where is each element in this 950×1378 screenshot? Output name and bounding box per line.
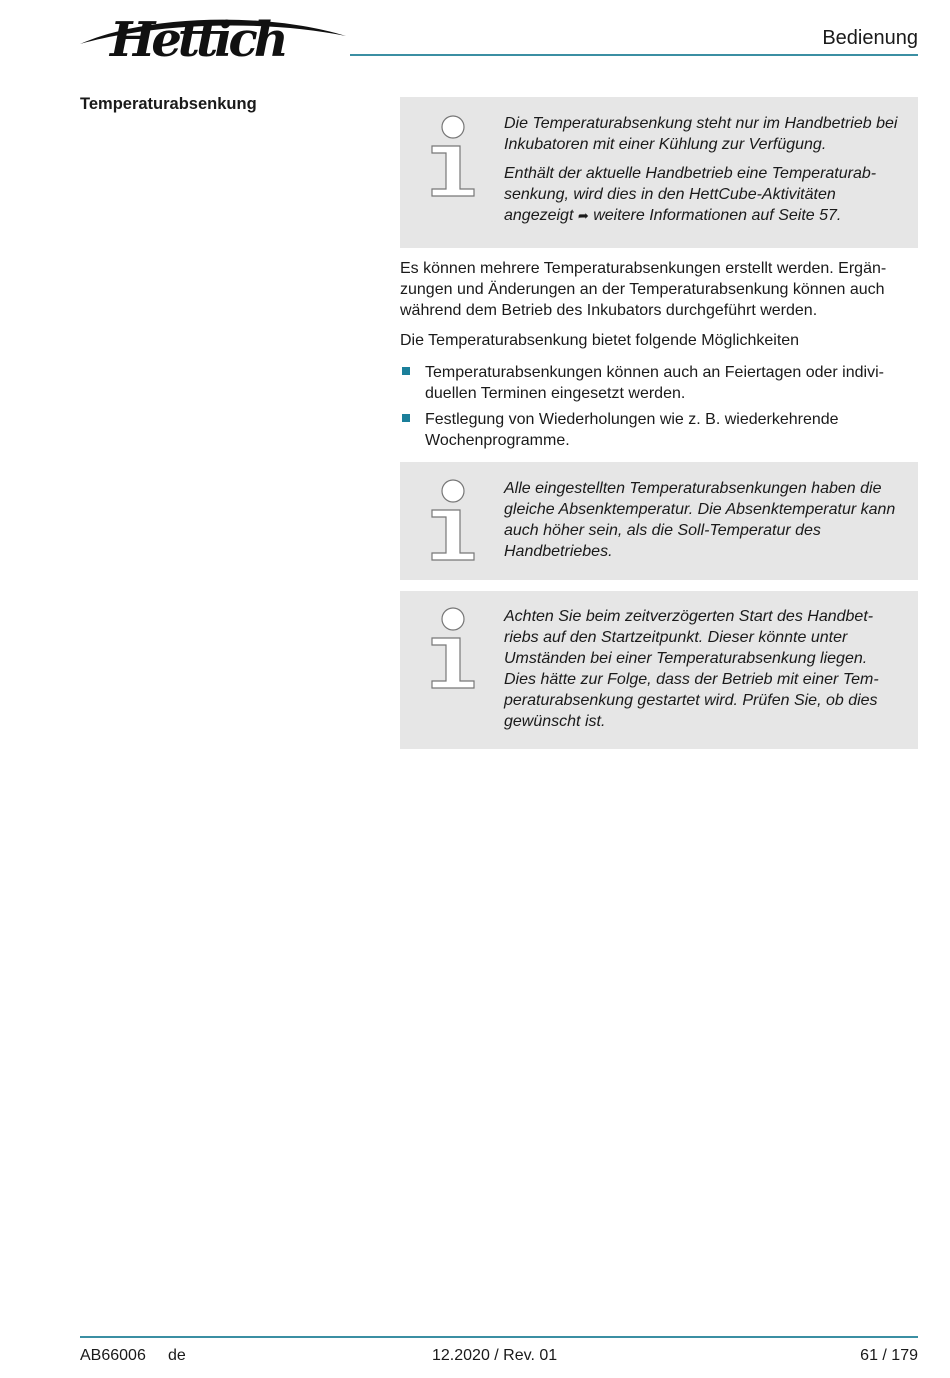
- info-text: Achten Sie beim zeitverzögerten Start des Handbet-riebs auf den Startzeitpunkt. Dieser könnte unter Umständen bei einer Temperaturabsenkung liegen. Dies hätte zur Folge, dass der Betrieb mit einer Tem-peraturabsenkung gestartet wird. Prüfen Sie, ob dies gewünscht ist.: [504, 608, 879, 730]
- info-icon: [428, 607, 478, 696]
- info-box: [400, 462, 918, 580]
- page-reference-link[interactable]: weitere Informationen auf Seite 57.: [593, 207, 842, 224]
- section-heading: Temperaturabsenkung: [80, 95, 257, 113]
- info-box: [400, 591, 918, 749]
- info-text: Enthält der aktuelle Handbetrieb eine Temperaturab-senkung, wird dies in den HettCube-Aktivitäten angezeigt: [504, 165, 877, 224]
- bullet-square-icon: [402, 414, 410, 422]
- info-text: Die Temperaturabsenkung steht nur im Handbetrieb bei Inkubatoren mit einer Kühlung zur Verfügung.: [504, 115, 898, 153]
- header-rule: [350, 54, 918, 56]
- bullet-square-icon: [402, 367, 410, 375]
- chapter-title: Bedienung: [822, 27, 918, 49]
- bullet-list: [400, 362, 918, 456]
- revision-date: 12.2020 / Rev. 01: [432, 1347, 558, 1364]
- body-paragraph: Es können mehrere Temperaturabsenkungen erstellt werden. Ergän-zungen und Änderungen an der Temperaturabsenkung können auch während dem Betrieb des Inkubators durchgeführt werden.: [400, 260, 887, 319]
- svg-text:Hettich: Hettich: [110, 12, 285, 62]
- list-item: Temperaturabsenkungen können auch an Feiertagen oder indivi-duellen Terminen eingesetzt werden.: [400, 362, 918, 404]
- list-item: Festlegung von Wiederholungen wie z. B. wiederkehrende Wochenprogramme.: [400, 409, 918, 451]
- language-code: de: [168, 1347, 186, 1364]
- arrow-right-icon: ➦: [577, 208, 589, 223]
- footer-rule: [80, 1336, 918, 1338]
- document-number: AB66006: [80, 1347, 146, 1364]
- info-icon: [428, 115, 478, 204]
- info-icon: [428, 479, 478, 568]
- info-text: Alle eingestellten Temperaturabsenkungen haben die gleiche Absenktemperatur. Die Absenktemperatur kann auch höher sein, als die Soll-Temperatur des Handbetriebes.: [504, 480, 896, 560]
- hettich-logo: [78, 6, 348, 62]
- body-paragraph: Die Temperaturabsenkung bietet folgende Möglichkeiten: [400, 332, 800, 349]
- info-box: [400, 97, 918, 248]
- page-number: 61 / 179: [860, 1347, 918, 1364]
